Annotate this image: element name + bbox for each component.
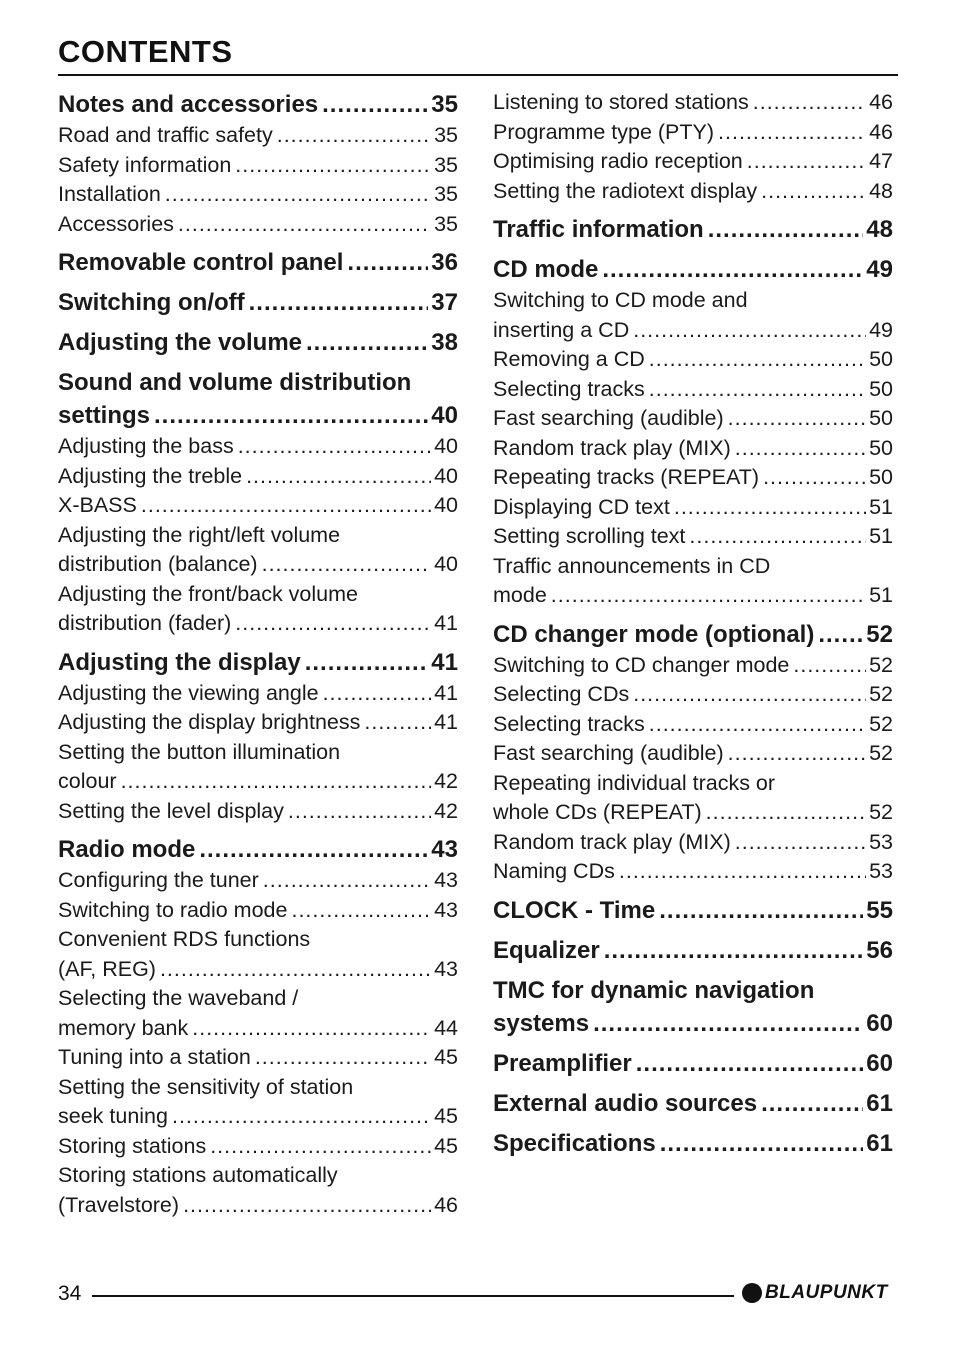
brand-dot-icon [742, 1283, 762, 1303]
dot-leader [183, 1191, 431, 1221]
dot-leader [708, 213, 864, 246]
dot-leader [235, 151, 431, 181]
toc-page-number: 56 [866, 936, 893, 964]
toc-entry-label: Removable control panel [58, 249, 344, 276]
toc-entry-label: memory bank [58, 1015, 189, 1040]
toc-page-number: 50 [869, 435, 893, 460]
toc-entry-label: Setting scrolling text [493, 524, 686, 548]
toc-page-number: 46 [869, 90, 893, 114]
toc-page-number: 50 [869, 347, 893, 371]
toc-page-number: 53 [869, 829, 893, 854]
toc-entry-label: Traffic information [493, 216, 704, 243]
footer-divider [92, 1295, 734, 1297]
toc-heading-entry[interactable] [493, 618, 893, 651]
toc-heading-entry[interactable] [493, 213, 893, 246]
brand-name: BLAUPUNKT [765, 1282, 888, 1303]
toc-page-number: 46 [434, 1192, 458, 1217]
toc-page-number: 60 [866, 1009, 893, 1037]
toc-heading-entry[interactable] [493, 894, 893, 927]
dot-leader [305, 646, 429, 679]
toc-subentry[interactable] [58, 462, 458, 492]
toc-subentry[interactable] [58, 866, 458, 896]
toc-page-number: 52 [866, 620, 893, 648]
dot-leader [172, 1102, 431, 1132]
toc-heading-entry[interactable] [493, 934, 893, 967]
dot-leader [728, 404, 866, 434]
toc-page-number: 44 [434, 1015, 458, 1040]
toc-subentry[interactable] [58, 679, 458, 709]
toc-entry-label: Accessories [58, 211, 174, 236]
toc-page-number: 35 [434, 152, 458, 177]
toc-subentry[interactable] [493, 522, 893, 552]
toc-page-number: 42 [434, 769, 458, 793]
toc-page-number: 41 [434, 611, 458, 635]
dot-leader [255, 1043, 431, 1073]
toc-entry-label: distribution (fader) [58, 611, 232, 635]
toc-page-number: 45 [434, 1133, 458, 1158]
toc-page-number: 43 [434, 868, 458, 892]
dot-leader [192, 1014, 431, 1044]
toc-entry-label: Listening to stored stations [493, 90, 749, 114]
dot-leader [121, 767, 432, 797]
toc-page-number: 51 [869, 524, 893, 548]
toc-subentry[interactable] [58, 1043, 458, 1073]
toc-entry-label-line: Adjusting the front/back volume [58, 581, 358, 606]
toc-entry-label-line: Repeating individual tracks or [493, 770, 776, 795]
toc-page-number: 52 [869, 741, 893, 765]
dot-leader [154, 399, 428, 432]
toc-heading-entry[interactable] [58, 286, 458, 319]
toc-entry-label: inserting a CD [493, 317, 630, 342]
toc-entry-label-line: Switching to CD mode and [493, 288, 748, 312]
toc-page-number: 51 [869, 583, 893, 607]
toc-subentry[interactable] [58, 491, 458, 521]
toc-entry-label: Equalizer [493, 936, 600, 964]
toc-heading-entry[interactable] [58, 833, 458, 866]
toc-entry-label-line: TMC for dynamic navigation [493, 976, 815, 1004]
toc-heading-entry[interactable] [58, 88, 458, 121]
page-number: 34 [58, 1282, 82, 1305]
toc-page-number: 37 [431, 289, 458, 316]
dot-leader [291, 896, 431, 926]
dot-leader [593, 1007, 863, 1040]
dot-leader [761, 177, 866, 207]
toc-entry-label: CD changer mode (optional) [493, 620, 815, 648]
toc-page-number: 49 [866, 256, 893, 283]
dot-leader [347, 246, 428, 279]
dot-leader [199, 833, 428, 866]
toc-page-number: 53 [869, 859, 893, 883]
toc-subentry[interactable] [58, 1132, 458, 1162]
dot-leader [633, 680, 866, 710]
toc-subentry[interactable] [58, 521, 458, 580]
toc-subentry[interactable] [493, 710, 893, 740]
dot-leader [160, 955, 431, 985]
toc-entry-label: mode [493, 583, 547, 607]
toc-page-number: 43 [431, 836, 458, 863]
toc-heading-entry[interactable] [58, 366, 458, 432]
toc-right-column [493, 88, 893, 1160]
toc-entry-label: Setting the level display [58, 798, 284, 823]
toc-entry-label: (AF, REG) [58, 956, 156, 981]
dot-leader [246, 462, 431, 492]
toc-subentry[interactable] [493, 739, 893, 769]
toc-page-number: 41 [434, 680, 458, 705]
toc-entry-label: distribution (balance) [58, 552, 258, 576]
toc-entry-label-line: Sound and volume distribution [58, 369, 412, 396]
toc-subentry[interactable] [58, 708, 458, 738]
dot-leader [551, 581, 866, 611]
toc-heading-entry[interactable] [493, 253, 893, 286]
toc-entry-label: Adjusting the display [58, 648, 301, 676]
toc-heading-entry[interactable] [58, 246, 458, 279]
toc-page-number: 46 [869, 119, 893, 144]
toc-page-number: 52 [869, 652, 893, 677]
toc-subentry[interactable] [493, 828, 893, 858]
dot-leader [660, 1127, 864, 1160]
dot-leader [689, 522, 866, 552]
toc-entry-label: Adjusting the viewing angle [58, 680, 319, 705]
toc-entry-label: colour [58, 769, 117, 793]
toc-entry-label: Removing a CD [493, 347, 645, 371]
toc-entry-label: seek tuning [58, 1104, 168, 1128]
toc-page-number: 38 [431, 329, 458, 356]
toc-entry-label: Preamplifier [493, 1049, 632, 1077]
toc-page-number: 60 [866, 1049, 893, 1077]
dot-leader [235, 609, 431, 639]
toc-entry-label: Adjusting the treble [58, 463, 243, 488]
toc-entry-label: Repeating tracks (REPEAT) [493, 465, 760, 489]
dot-leader [728, 739, 866, 769]
toc-subentry[interactable] [493, 88, 893, 118]
toc-subentry[interactable] [493, 177, 893, 207]
dot-leader [649, 345, 866, 375]
toc-subentry[interactable] [493, 493, 893, 523]
toc-entry-label: Configuring the tuner [58, 868, 259, 892]
toc-subentry[interactable] [58, 896, 458, 926]
toc-entry-label: Optimising radio reception [493, 149, 743, 173]
dot-leader [735, 434, 866, 464]
toc-subentry[interactable] [493, 118, 893, 148]
toc-entry-label: Selecting tracks [493, 711, 645, 736]
toc-page-number: 50 [869, 465, 893, 489]
toc-subentry[interactable] [58, 1073, 458, 1132]
toc-page-number: 43 [434, 897, 458, 922]
toc-page-number: 47 [869, 149, 893, 173]
toc-page-number: 50 [869, 376, 893, 401]
toc-page-number: 40 [434, 493, 458, 517]
toc-page-number: 48 [869, 178, 893, 203]
toc-left-column [58, 88, 458, 1220]
toc-subentry[interactable] [58, 180, 458, 210]
dot-leader [364, 708, 431, 738]
toc-page-number: 52 [869, 711, 893, 736]
toc-entry-label: Fast searching (audible) [493, 406, 724, 430]
toc-subentry[interactable] [58, 210, 458, 240]
dot-leader [649, 375, 866, 405]
toc-entry-label-line: Setting the button illumination [58, 739, 341, 764]
toc-page-number: 61 [866, 1089, 893, 1117]
toc-page-number: 55 [866, 896, 893, 924]
toc-heading-entry[interactable] [493, 974, 893, 1040]
toc-entry-label: Random track play (MIX) [493, 829, 731, 854]
toc-subentry[interactable] [493, 404, 893, 434]
toc-heading-entry[interactable] [58, 326, 458, 359]
dot-leader [649, 710, 866, 740]
dot-leader [165, 180, 431, 210]
toc-page-number: 41 [431, 648, 458, 676]
toc-subentry[interactable] [493, 769, 893, 828]
toc-subentry[interactable] [58, 738, 458, 797]
toc-entry-label: Programme type (PTY) [493, 119, 715, 144]
toc-entry-label: Selecting CDs [493, 682, 630, 706]
toc-page-number: 49 [869, 317, 893, 342]
dot-leader [277, 121, 431, 151]
toc-page-number: 40 [431, 402, 458, 429]
dot-leader [141, 491, 431, 521]
toc-page-number: 51 [869, 494, 893, 519]
toc-page-number: 35 [434, 182, 458, 206]
dot-leader [306, 326, 428, 359]
toc-subentry[interactable] [493, 345, 893, 375]
toc-entry-label: Safety information [58, 152, 232, 177]
toc-subentry[interactable] [493, 552, 893, 611]
toc-entry-label: Tuning into a station [58, 1045, 251, 1069]
toc-heading-entry[interactable] [493, 1047, 893, 1080]
toc-entry-label-line: Setting the sensitivity of station [58, 1074, 354, 1099]
toc-page-number: 40 [434, 434, 458, 458]
toc-subentry[interactable] [58, 121, 458, 151]
toc-page-number: 35 [431, 91, 458, 118]
dot-leader [322, 88, 428, 121]
toc-page-number: 36 [431, 249, 458, 276]
toc-subentry[interactable] [58, 151, 458, 181]
dot-leader [288, 797, 431, 827]
toc-page-number: 45 [434, 1045, 458, 1069]
toc-page-number: 35 [434, 123, 458, 147]
toc-entry-label-line: Adjusting the right/left volume [58, 522, 341, 547]
toc-subentry[interactable] [58, 1161, 458, 1220]
toc-entry-label: Switching to radio mode [58, 897, 288, 922]
toc-subentry[interactable] [58, 984, 458, 1043]
toc-subentry[interactable] [58, 797, 458, 827]
toc-page-number: 50 [869, 406, 893, 430]
toc-entry-label: Adjusting the volume [58, 329, 303, 356]
toc-subentry[interactable] [493, 651, 893, 681]
toc-page-number: 43 [434, 956, 458, 981]
toc-entry-label: Naming CDs [493, 859, 615, 883]
toc-entry-label: (Travelstore) [58, 1192, 180, 1217]
toc-entry-label-line: Traffic announcements in CD [493, 553, 771, 578]
toc-subentry[interactable] [58, 925, 458, 984]
toc-page-number: 42 [434, 798, 458, 823]
dot-leader [747, 147, 866, 177]
dot-leader [619, 857, 866, 887]
toc-entry-label: Specifications [493, 1129, 656, 1157]
toc-entry-label-line: Convenient RDS functions [58, 927, 311, 951]
dot-leader [753, 88, 866, 118]
toc-entry-label: Setting the radiotext display [493, 178, 758, 203]
toc-subentry[interactable] [493, 286, 893, 345]
dot-leader [249, 286, 429, 319]
dot-leader [178, 210, 431, 240]
toc-subentry[interactable] [493, 463, 893, 493]
toc-subentry[interactable] [58, 432, 458, 462]
toc-entry-label: Road and traffic safety [58, 123, 273, 147]
dot-leader [761, 1087, 863, 1120]
toc-entry-label: CD mode [493, 256, 599, 283]
dot-leader [604, 934, 864, 967]
toc-entry-label: Adjusting the bass [58, 434, 234, 458]
toc-subentry[interactable] [58, 580, 458, 639]
dot-leader [674, 493, 866, 523]
toc-page-number: 48 [866, 216, 893, 243]
title-divider [58, 74, 898, 76]
toc-entry-label: X-BASS [58, 493, 137, 517]
dot-leader [238, 432, 431, 462]
toc-entry-label: Notes and accessories [58, 91, 319, 118]
dot-leader [210, 1132, 431, 1162]
toc-subentry[interactable] [493, 375, 893, 405]
toc-entry-label: Switching to CD changer mode [493, 652, 790, 677]
toc-entry-label: whole CDs (REPEAT) [493, 800, 702, 824]
dot-leader [718, 118, 866, 148]
page-title: CONTENTS [58, 34, 233, 69]
toc-page-number: 61 [866, 1129, 893, 1157]
toc-page-number: 35 [434, 211, 458, 236]
toc-heading-entry[interactable] [493, 1127, 893, 1160]
toc-page-number: 41 [434, 710, 458, 734]
toc-entry-label: Installation [58, 182, 161, 206]
toc-entry-label: Selecting tracks [493, 376, 645, 401]
dot-leader [818, 618, 863, 651]
toc-page-number: 40 [434, 463, 458, 488]
dot-leader [636, 1047, 864, 1080]
toc-heading-entry[interactable] [493, 1087, 893, 1120]
dot-leader [706, 798, 866, 828]
toc-subentry[interactable] [493, 857, 893, 887]
toc-entry-label-line: Storing stations automatically [58, 1163, 338, 1187]
toc-entry-label: settings [58, 402, 151, 429]
toc-subentry[interactable] [493, 147, 893, 177]
dot-leader [659, 894, 863, 927]
toc-entry-label: CLOCK - Time [493, 896, 656, 924]
toc-entry-label: Storing stations [58, 1133, 207, 1158]
toc-entry-label: Fast searching (audible) [493, 741, 724, 765]
toc-subentry[interactable] [493, 680, 893, 710]
toc-page-number: 45 [434, 1104, 458, 1128]
toc-entry-label: Adjusting the display brightness [58, 710, 361, 734]
toc-page-number: 52 [869, 800, 893, 824]
toc-entry-label: Radio mode [58, 836, 196, 863]
toc-subentry[interactable] [493, 434, 893, 464]
toc-entry-label: Switching on/off [58, 289, 245, 316]
dot-leader [262, 550, 431, 580]
toc-entry-label: systems [493, 1009, 590, 1037]
toc-entry-label-line: Selecting the waveband / [58, 986, 299, 1010]
dot-leader [323, 679, 432, 709]
toc-entry-label: Random track play (MIX) [493, 435, 731, 460]
dot-leader [633, 316, 866, 346]
toc-entry-label: Displaying CD text [493, 494, 670, 519]
toc-heading-entry[interactable] [58, 646, 458, 679]
dot-leader [602, 253, 863, 286]
dot-leader [793, 651, 866, 681]
toc-page-number: 52 [869, 682, 893, 706]
dot-leader [735, 828, 866, 858]
dot-leader [763, 463, 866, 493]
toc-entry-label: External audio sources [493, 1089, 758, 1117]
brand-logo [742, 1282, 888, 1304]
dot-leader [263, 866, 431, 896]
toc-page-number: 40 [434, 552, 458, 576]
